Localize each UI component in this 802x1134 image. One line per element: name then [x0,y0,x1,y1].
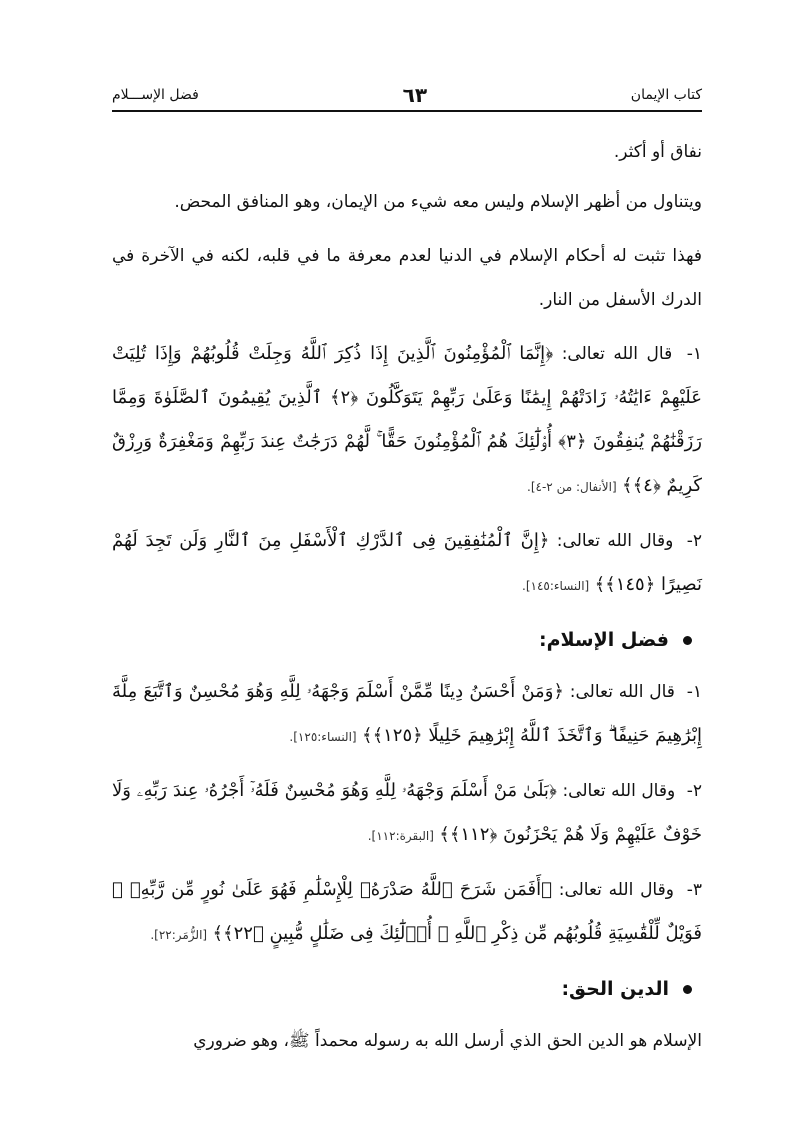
verse-text: أَفَمَن شَرَحَ ٱللَّهُ صَدْرَهُۥ لِلْإِسْلَٰمِ فَهُوَ عَلَىٰ نُورٍ مِّن رَّبِّهِۦ ۚ فَوَيْلٌ لِّلْقَٰسِيَةِ قُلُوبُهُم مِّن ذِكْرِ ٱللَّهِ ۚ أُو۟لَٰٓئِكَ فِى ضَلَٰلٍ مُّبِينٍ ﴿٢٢﴾ [112,879,702,944]
bullet-icon [683,636,692,645]
header-chapter-title: فضل الإســـلام [112,87,199,103]
verse-lead: وقال الله تعالى: [556,531,674,551]
verse-close-bracket: ﴾ [212,923,224,944]
intro-paragraph-1: نفاق أو أكثر. [613,142,702,162]
verse-open-bracket: ﴿ [538,530,550,551]
verse-reference: [الزُّمَر:٢٢]. [150,928,208,942]
final-paragraph: الإسلام هو الدين الحق الذي أرسل الله به رسوله محمداً ﷺ، وهو ضروري [193,1031,702,1051]
verse-text: إِنَّ ٱلْمُنَٰفِقِينَ فِى ٱلدَّرْكِ ٱلْأَسْفَلِ مِنَ ٱلنَّارِ وَلَن تَجِدَ لَهُمْ نَصِيرًا ﴿١٤٥﴾ [112,530,702,595]
verse-item [112,670,702,759]
verse-item [112,868,702,957]
verse-text: بَلَىٰ مَنْ أَسْلَمَ وَجْهَهُۥ لِلَّهِ وَهُوَ مُحْسِنٌ فَلَهُۥٓ أَجْرُهُۥ عِندَ رَبِّهِۦ وَلَا خَوْفٌ عَلَيْهِمْ وَلَا هُمْ يَحْزَنُونَ ﴿١١٢﴾ [112,780,702,845]
verse-open-bracket: ﴿ [541,879,552,900]
verse-text: إِنَّمَا ٱلْمُؤْمِنُونَ ٱلَّذِينَ إِذَا ذُكِرَ ٱللَّهُ وَجِلَتْ قُلُوبُهُمْ وَإِذَا تُلِيَتْ عَلَيْهِمْ ءَايَٰتُهُۥ زَادَتْهُمْ إِيمَٰنًا وَعَلَىٰ رَبِّهِمْ يَتَوَكَّلُونَ ﴿٢﴾ ٱلَّذِينَ يُقِيمُونَ ٱلصَّلَوٰةَ وَمِمَّا رَزَقْنَٰهُمْ يُنفِقُونَ ﴿٣﴾ أُو۟لَٰٓئِكَ هُمُ ٱلْمُؤْمِنُونَ حَقًّا ۚ لَّهُمْ دَرَجَٰتٌ عِندَ رَبِّهِمْ وَمَغْفِرَةٌ وَرِزْقٌ كَرِيمٌ ﴿٤﴾ [112,343,703,496]
verse-reference: [الأنفال: من ٢-٤]. [527,480,617,494]
item-number: ٢- [686,531,702,551]
running-header [112,80,702,110]
page-body [112,130,702,1073]
verse-lead: وقال الله تعالى: [562,781,676,801]
verse-close-bracket: ﴾ [362,725,373,746]
section-heading-text: فضل الإسلام: [538,629,669,651]
verse-open-bracket: ﴿ [548,780,557,801]
verse-close-bracket: ﴾ [594,574,606,595]
verse-text: وَمَنْ أَحْسَنُ دِينًا مِّمَّنْ أَسْلَمَ وَجْهَهُۥ لِلَّهِ وَهُوَ مُحْسِنٌ وَٱتَّبَعَ مِلَّةَ إِبْرَٰهِيمَ حَنِيفًا ۗ وَٱتَّخَذَ ٱللَّهُ إِبْرَٰهِيمَ خَلِيلًا ﴿١٢٥﴾ [112,681,702,746]
verse-close-bracket: ﴾ [439,824,450,845]
section-heading [112,618,702,662]
verse-reference: [النساء:١٤٥]. [522,579,590,593]
verse-item [112,332,702,509]
verse-lead: قال الله تعالى: [561,344,673,364]
item-number: ٣- [686,880,702,900]
item-number: ٢- [686,781,702,801]
bullet-icon [683,985,692,994]
item-number: ١- [686,344,703,364]
verse-close-bracket: ﴾ [622,475,633,496]
verse-open-bracket: ﴿ [545,343,554,364]
intro-paragraph-2: ويتناول من أظهر الإسلام وليس معه شيء من الإيمان، وهو المنافق المحض. [174,192,702,212]
verse-open-bracket: ﴿ [553,681,564,702]
verse-lead: قال الله تعالى: [569,682,675,702]
item-number: ١- [686,682,703,702]
header-rule [112,110,702,112]
verse-lead: وقال الله تعالى: [558,880,674,900]
page-number: ٦٣ [402,83,428,107]
header-book-title: كتاب الإيمان [630,87,702,103]
verse-reference: [البقرة:١١٢]. [367,829,434,843]
intro-paragraph-3: فهذا تثبت له أحكام الإسلام في الدنيا لعدم معرفة ما في قلبه، لكنه في الآخرة في الدرك الأسفل من النار. [112,246,702,310]
section-heading-text: الدين الحق: [561,978,669,1000]
verse-item [112,769,702,858]
section-heading [112,967,702,1011]
verse-reference: [النساء:١٢٥]. [289,730,357,744]
verse-item [112,519,702,608]
